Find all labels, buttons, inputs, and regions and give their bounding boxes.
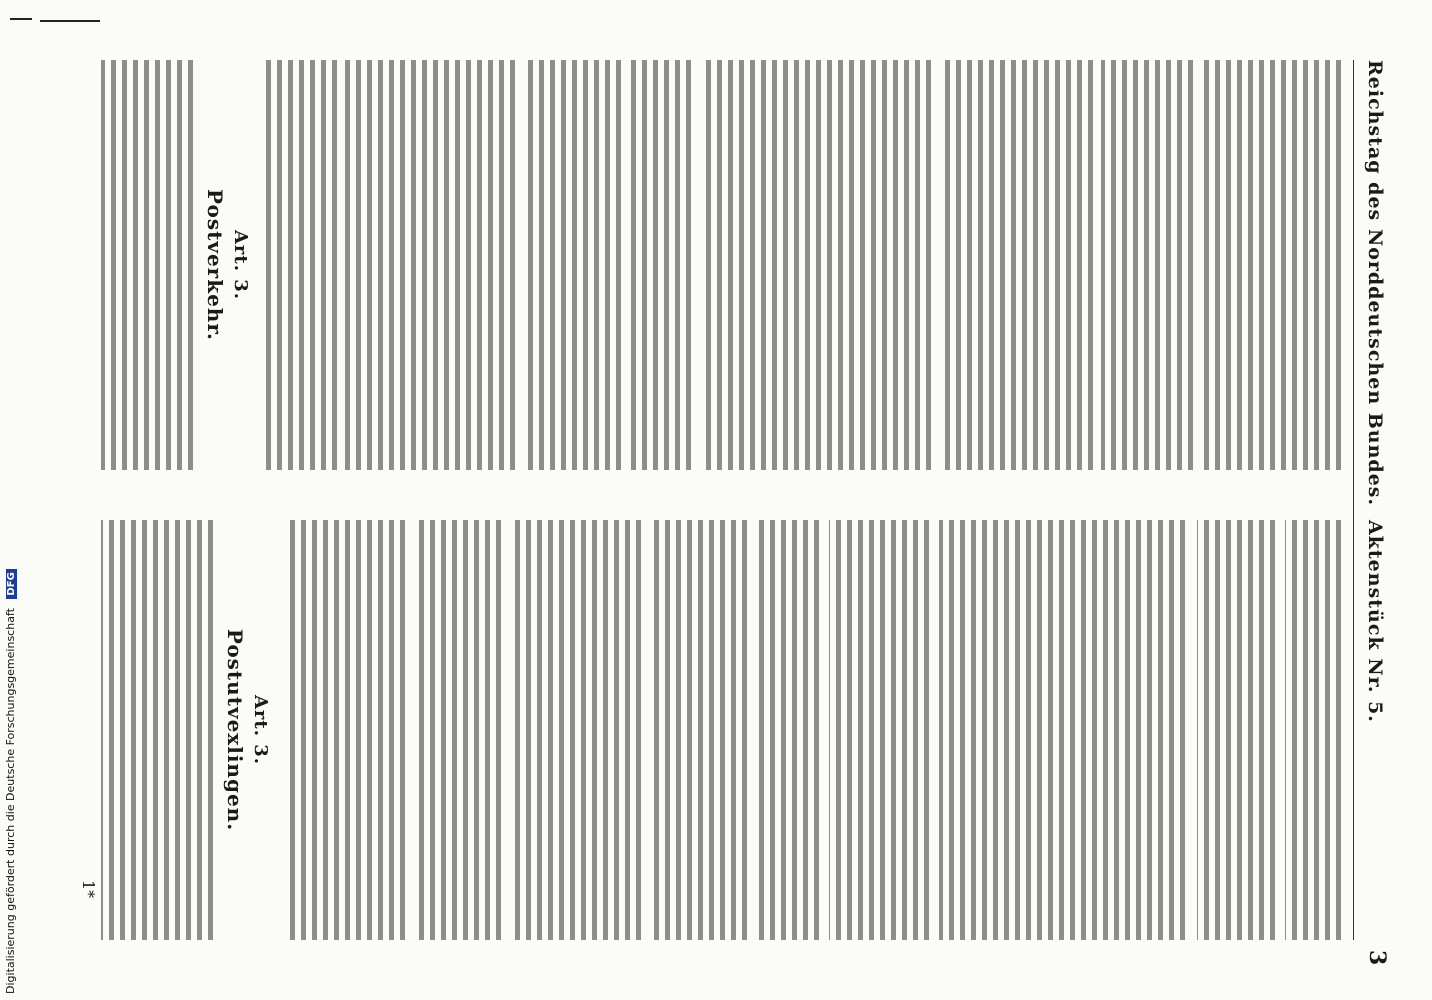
text-block [525, 60, 621, 470]
swedish-column [101, 520, 1341, 940]
german-article-title: Postverkehr. [203, 188, 227, 341]
text-block [101, 60, 193, 470]
text-block [415, 520, 501, 940]
german-article-heading: Art. 3. [230, 229, 251, 301]
text-block [101, 520, 213, 940]
credit-text: Digitalisierung gefördert durch die Deutsche Forschungsgemeinschaft [4, 608, 17, 994]
rotated-sheet [16, 0, 1416, 1000]
text-block [943, 60, 1093, 470]
swedish-running-head: Aktenstück Nr. 5. [1364, 520, 1386, 723]
swedish-article-title: Postutvexlingen. [223, 628, 247, 832]
german-running-head: Reichstag des Norddeutschen Bundes. [1364, 60, 1386, 507]
text-block [1101, 60, 1193, 470]
signature-mark: 1* [79, 880, 98, 899]
header-rule [1353, 60, 1354, 940]
text-block [829, 520, 929, 940]
text-block [345, 60, 515, 470]
text-block [1285, 520, 1341, 940]
text-block [651, 520, 747, 940]
text-block [701, 60, 931, 470]
text-block [265, 60, 337, 470]
text-block [757, 520, 819, 940]
german-column [101, 60, 1341, 470]
swedish-article-heading: Art. 3. [250, 694, 271, 766]
digitization-credit [4, 569, 17, 994]
dfg-logo: DFG [6, 569, 17, 598]
text-block [1201, 60, 1341, 470]
text-block [511, 520, 641, 940]
text-block [629, 60, 691, 470]
text-block [285, 520, 405, 940]
text-block [1197, 520, 1275, 940]
page-number: 3 [1364, 950, 1390, 966]
text-block [939, 520, 1185, 940]
